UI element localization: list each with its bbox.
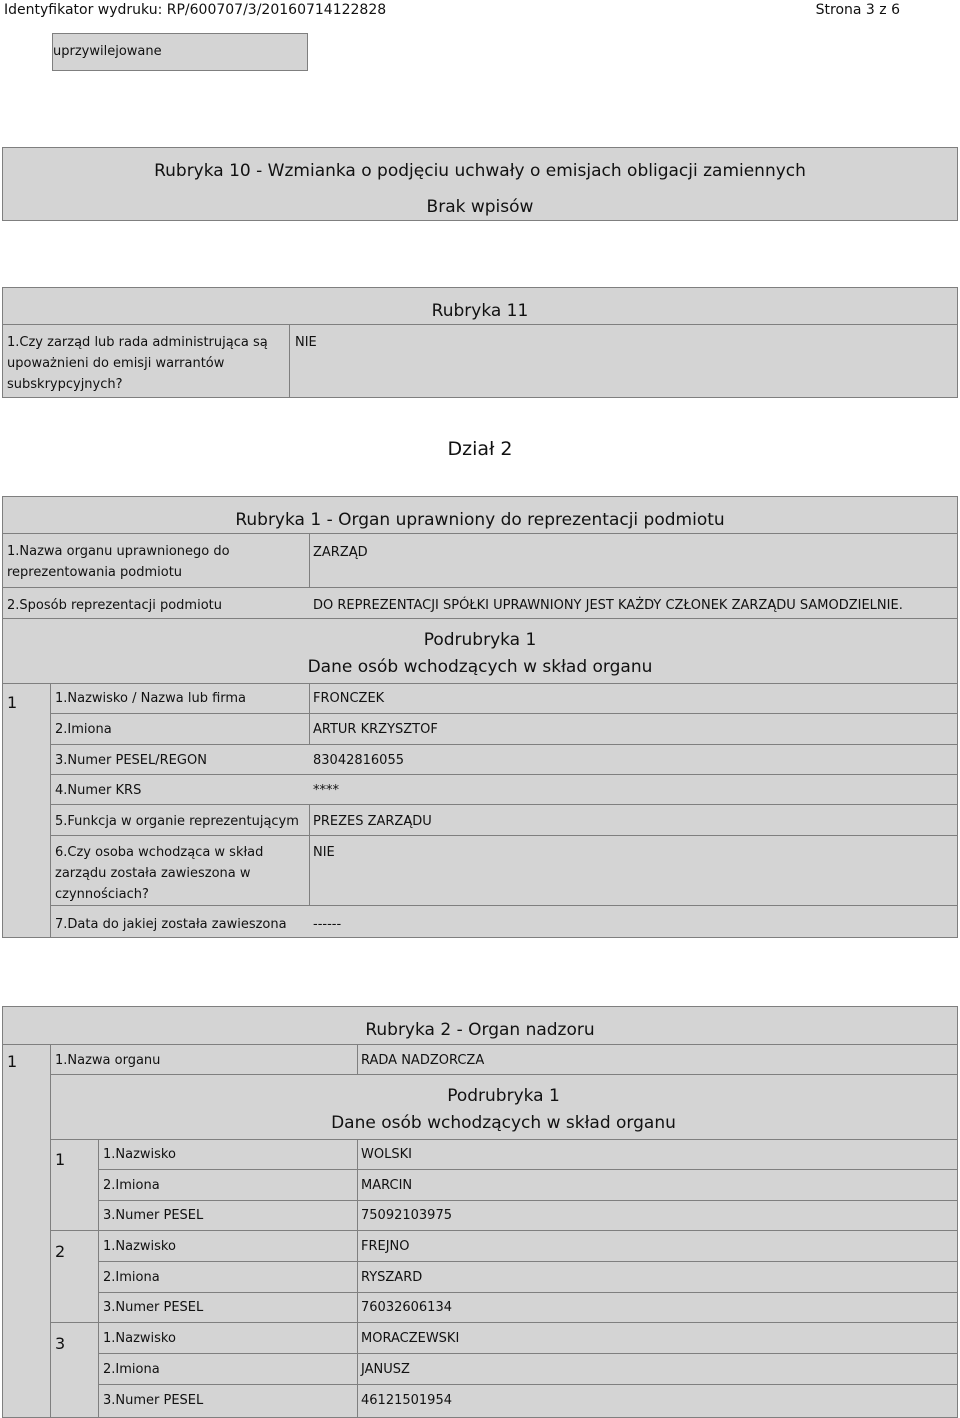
divider [50, 835, 957, 836]
podrubryka-title: Podrubryka 1 [423, 630, 537, 650]
divider [357, 1139, 358, 1417]
divider [98, 1169, 957, 1170]
member-index: 1 [55, 1150, 66, 1169]
member-surname-label: 1.Nazwisko [103, 1331, 176, 1346]
divider [50, 1230, 957, 1231]
rubryka-10 [2, 147, 958, 221]
person-names: ARTUR KRZYSZTOF [313, 722, 438, 737]
rubryka-11-q1-value: NIE [295, 335, 317, 350]
podrubryka-title: Podrubryka 1 [447, 1086, 560, 1106]
rubryka-11 [2, 287, 958, 398]
divider [98, 1292, 957, 1293]
rubryka-1-title: Rubryka 1 - Organ uprawniony do reprezentacji podmiotu [235, 510, 725, 530]
divider [289, 324, 290, 397]
divider [50, 744, 957, 745]
divider [309, 533, 310, 587]
member-pesel-label: 3.Numer PESEL [103, 1300, 204, 1315]
divider [3, 618, 957, 619]
organ-name: RADA NADZORCZA [361, 1053, 485, 1068]
person-date-label: 7.Data do jakiej została zawieszona [55, 917, 287, 932]
rubryka-1-f2-label: 2.Sposób reprezentacji podmiotu [7, 598, 222, 613]
divider [50, 804, 957, 805]
member-surname-label: 1.Nazwisko [103, 1147, 176, 1162]
divider [98, 1261, 957, 1262]
divider [98, 1384, 957, 1385]
section-title: Dział 2 [447, 438, 513, 460]
member-pesel: 75092103975 [361, 1208, 452, 1223]
divider [309, 804, 310, 905]
member-names-label: 2.Imiona [103, 1178, 160, 1193]
rubryka-2-title: Rubryka 2 - Organ nadzoru [365, 1020, 595, 1040]
page-number: Strona 3 z 6 [815, 2, 900, 18]
divider [50, 1322, 957, 1323]
member-surname: WOLSKI [361, 1147, 412, 1162]
person-suspended-label: 6.Czy osoba wchodząca w skład zarządu została zawieszona w czynnościach? [55, 845, 264, 902]
member-names: RYSZARD [361, 1270, 423, 1285]
member-pesel-label: 3.Numer PESEL [103, 1393, 204, 1408]
divider [357, 1044, 358, 1074]
rubryka-1 [2, 496, 958, 938]
print-identifier: Identyfikator wydruku: RP/600707/3/20160714122828 [4, 2, 387, 18]
person-krs-label: 4.Numer KRS [55, 783, 142, 798]
member-names: JANUSZ [361, 1362, 410, 1377]
divider [98, 1353, 957, 1354]
rubryka-10-empty: Brak wpisów [426, 197, 534, 217]
person-names-label: 2.Imiona [55, 722, 112, 737]
continuation-value: uprzywilejowane [53, 44, 162, 59]
divider [50, 1074, 957, 1075]
member-names-label: 2.Imiona [103, 1362, 160, 1377]
divider [3, 1044, 957, 1045]
person-pesel: 83042816055 [313, 753, 404, 768]
member-pesel: 46121501954 [361, 1393, 452, 1408]
member-surname-label: 1.Nazwisko [103, 1239, 176, 1254]
person-krs: **** [313, 783, 339, 798]
rubryka-1-f1-value: ZARZĄD [313, 545, 368, 560]
divider [50, 1139, 957, 1140]
rubryka-10-title: Rubryka 10 - Wzmianka o podjęciu uchwały o emisjach obligacji zamiennych [154, 161, 806, 181]
person-index: 1 [7, 693, 18, 712]
member-index: 3 [55, 1334, 66, 1353]
divider [3, 324, 957, 325]
divider [50, 774, 957, 775]
divider [98, 1139, 99, 1417]
rubryka-2 [2, 1006, 958, 1418]
member-pesel: 76032606134 [361, 1300, 452, 1315]
person-surname: FRONCZEK [313, 691, 385, 706]
person-surname-label: 1.Nazwisko / Nazwa lub firma [55, 691, 247, 706]
member-index: 2 [55, 1242, 66, 1261]
rubryka-1-f2-value: DO REPREZENTACJI SPÓŁKI UPRAWNIONY JEST KAŻDY CZŁONEK ZARZĄDU SAMODZIELNIE. [313, 598, 903, 613]
organ-name-label: 1.Nazwa organu [55, 1053, 161, 1068]
person-date: ------ [313, 917, 342, 932]
podrubryka-subtitle: Dane osób wchodzących w skład organu [307, 657, 653, 677]
rubryka-11-q1-label: 1.Czy zarząd lub rada administrująca są upoważnieni do emisji warrantów subskrypcyjnych? [7, 335, 268, 392]
person-pesel-label: 3.Numer PESEL/REGON [55, 753, 207, 768]
member-surname: FREJNO [361, 1239, 410, 1254]
divider [3, 533, 957, 534]
organ-index: 1 [7, 1052, 18, 1071]
rubryka-11-title: Rubryka 11 [431, 301, 529, 321]
member-surname: MORACZEWSKI [361, 1331, 460, 1346]
person-suspended: NIE [313, 845, 335, 860]
continuation-cell [52, 33, 308, 71]
podrubryka-subtitle: Dane osób wchodzących w skład organu [331, 1113, 676, 1133]
member-names: MARCIN [361, 1178, 413, 1193]
person-function: PREZES ZARZĄDU [313, 814, 432, 829]
rubryka-1-f1-label: 1.Nazwa organu uprawnionego do reprezentowania podmiotu [7, 544, 230, 580]
divider [50, 713, 957, 714]
member-pesel-label: 3.Numer PESEL [103, 1208, 204, 1223]
divider [3, 683, 957, 684]
divider [98, 1200, 957, 1201]
divider [50, 905, 957, 906]
person-function-label: 5.Funkcja w organie reprezentującym [55, 814, 299, 829]
member-names-label: 2.Imiona [103, 1270, 160, 1285]
divider [3, 587, 957, 588]
divider [50, 683, 51, 937]
